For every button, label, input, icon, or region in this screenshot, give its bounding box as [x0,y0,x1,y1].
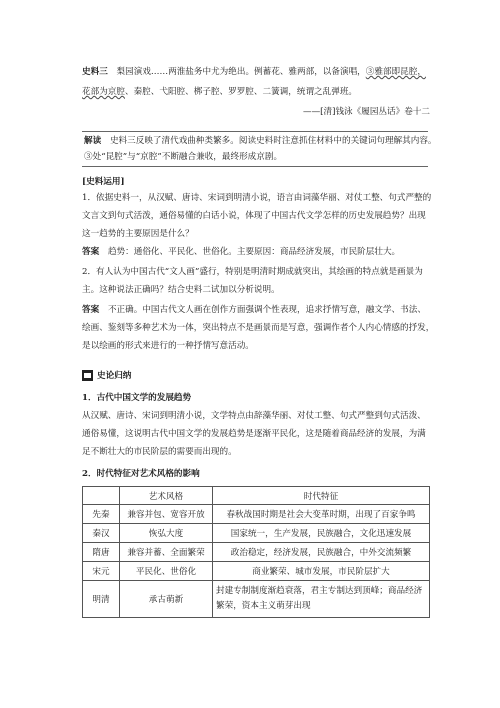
table-cell-feature: 商业繁荣、城市发展，市民阶层扩大 [213,562,430,581]
source-underlined-1: ③雅部即昆腔， [365,67,426,77]
a2-line-1 [82,304,426,316]
summary-s1-line-2: 通俗易懂，这说明古代中国文学的发展趋势是逐渐平民化，这是随着商品经济的发展，为满 [82,429,426,439]
table-cell-era: 隋唐 [83,543,120,562]
table-row [83,524,430,543]
source-label: 史料三 [82,67,108,77]
q1-line-3: 这一趋势的主要原因是什么？ [82,229,194,239]
table-cell-feature: 春秋战国时期是社会大变革时期，出现了百家争鸣 [213,505,430,524]
a2-text-1: 不正确。中国古代文人画在创作方面强调个性表现，追求抒情写意，融文学、书法、 [107,305,426,315]
table-cell-style: 恢弘大度 [120,524,213,543]
q1-line-1: 1．依据史料一，从汉赋、唐诗、宋词到明清小说，语言由词藻华丽、对仗工整、句式严整的 [82,193,432,203]
table-cell-style: 平民化、世俗化 [120,562,213,581]
explanation-line-1 [84,135,437,147]
source-text-1: 梨园演戏……两淮盐务中尤为绝出。例蓄花、雅两部，以备演唱， [116,67,366,77]
source-text-2: 、秦腔、弋阳腔、梆子腔、罗罗腔、二簧调，统谓之乱弹班。 [124,87,358,97]
table-header-row [83,487,430,505]
summary-s1-title: 1．古代中国文学的发展趋势 [82,393,192,403]
table-cell-era: 明清 [83,581,120,618]
table-row [83,581,430,618]
table-cell-feature: 国家统一，生产发展，民族融合，文化迅速发展 [213,524,430,543]
source-line-2 [82,86,357,98]
explanation-line-2: ③处“昆腔”与“京腔”不断融合兼收，最终形成京剧。 [84,152,283,162]
table-cell-style: 承古萌新 [120,581,213,618]
a2-line-2: 绘画、鉴刻等多种艺术为一体，突出特点不是画景而是写意，强调作者个人内心情感的抒发， [82,323,435,333]
source-underlined-2: 花部为京腔 [82,87,125,97]
summary-heading: 史论归纳 [97,371,132,381]
table-cell-era: 秦汉 [83,524,120,543]
source-citation: ——[清]钱泳《履园丛话》卷十二 [302,107,430,117]
explanation-label: 解读 [84,136,102,146]
q2-line-1: 2．有人认为中国古代“文人画”盛行，特别是明清时期成就突出，其绘画的特点就是画景为 [82,267,423,277]
table-cell-style: 兼容并蓄、全面繁荣 [120,543,213,562]
table-row [83,543,430,562]
q1-line-2: 文言文到句式活泼，通俗易懂的白话小说，体现了中国古代文学怎样的历史发展趋势？出现 [82,211,426,221]
explanation-text-1: 史料三反映了清代戏曲种类繁多。阅读史料时注意抓住材料中的关键词句理解其内容。 [109,136,437,146]
table-header-cell: 时代特征 [213,487,430,505]
q2-line-2: 主。这种说法正确吗？结合史料二试加以分析说明。 [82,285,280,295]
a2-line-3: 是以绘画的形式来进行的一种抒情写意活动。 [82,341,254,351]
table-header-cell: 艺术风格 [120,487,213,505]
summary-s1-line-1: 从汉赋、唐诗、宋词到明清小说，文学特点由辞藻华丽、对仗工整、句式严整到句式活泼、 [82,411,426,421]
table-row [83,562,430,581]
application-heading: [史料运用] [82,177,125,187]
table-cell-style: 兼容并包、宽容开放 [120,505,213,524]
summary-s2-title: 2．时代特征对艺术风格的影响 [82,469,200,479]
table-header-cell [83,487,120,505]
source-line-1 [82,66,426,78]
table-cell-feature: 政治稳定，经济发展，民族融合，中外交流频繁 [213,543,430,562]
a1-line [82,246,400,258]
a1-label: 答案 [82,247,100,257]
table-cell-feature: 封建专制制度渐趋衰落，君主专制达到顶峰；商品经济繁荣，资本主义萌芽出现 [213,581,430,618]
a2-label: 答案 [82,305,100,315]
summary-s1-line-3: 足不断壮大的市民阶层的需要而出现的。 [82,447,237,457]
a1-text: 趋势：通俗化、平民化、世俗化。主要原因：商品经济发展，市民阶层壮大。 [107,247,401,257]
table-row [83,505,430,524]
table-cell-era: 先秦 [83,505,120,524]
table-cell-era: 宋元 [83,562,120,581]
book-icon [82,370,93,381]
era-style-table [82,486,430,618]
